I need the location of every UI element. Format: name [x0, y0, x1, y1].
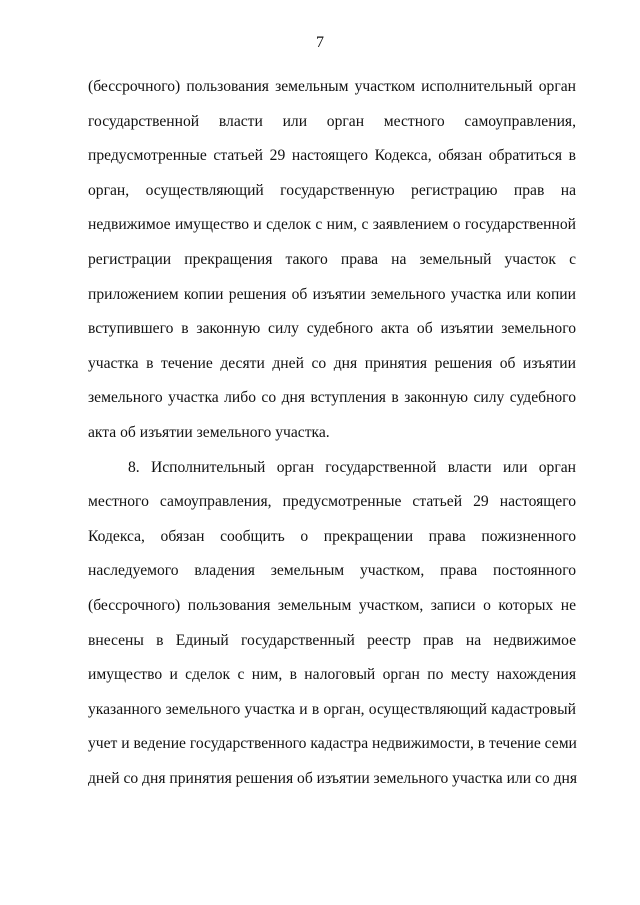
- text-line: орган, осуществляющий государственную регистрацию прав на: [88, 181, 576, 199]
- text-line: Кодекса, обязан сообщить о прекращении права пожизненного: [88, 527, 576, 545]
- paragraph-continuation: [88, 70, 576, 451]
- text-line: предусмотренные статьей 29 настоящего Кодекса, обязан обратиться в: [88, 147, 576, 165]
- text-line: приложением копии решения об изъятии земельного участка или копии: [88, 285, 576, 303]
- text-line: наследуемого владения земельным участком, права постоянного: [88, 562, 576, 580]
- text-line: имущество и сделок с ним, в налоговый орган по месту нахождения: [88, 666, 576, 684]
- text-line: вступившего в законную силу судебного акта об изъятии земельного: [88, 320, 576, 338]
- text-line: земельного участка либо со дня вступления в законную силу судебного: [88, 389, 576, 407]
- text-line: местного самоуправления, предусмотренные статьей 29 настоящего: [88, 493, 576, 511]
- text-line: участка в течение десяти дней со дня принятия решения об изъятии: [88, 354, 576, 372]
- text-line: внесены в Единый государственный реестр прав на недвижимое: [88, 631, 576, 649]
- text-line: государственной власти или орган местного самоуправления,: [88, 112, 576, 130]
- text-line: указанного земельного участка и в орган, осуществляющий кадастровый: [88, 700, 576, 718]
- text-line: регистрации прекращения такого права на земельный участок с: [88, 250, 576, 268]
- paragraph-8: [88, 451, 576, 797]
- text-line: учет и ведение государственного кадастра недвижимости, в течение семи: [88, 735, 577, 753]
- text-line: 8. Исполнительный орган государственной власти или орган: [128, 458, 576, 476]
- text-line: дней со дня принятия решения об изъятии земельного участка или со дня: [88, 769, 578, 787]
- text-line: (бессрочного) пользования земельным участком исполнительный орган: [88, 78, 576, 95]
- text-line: акта об изъятии земельного участка.: [88, 423, 330, 441]
- page-number: 7: [316, 34, 324, 51]
- document-body: [88, 70, 576, 796]
- text-line: недвижимое имущество и сделок с ним, с заявлением о государственной: [88, 216, 576, 234]
- text-line: (бессрочного) пользования земельным участком, записи о которых не: [88, 596, 576, 614]
